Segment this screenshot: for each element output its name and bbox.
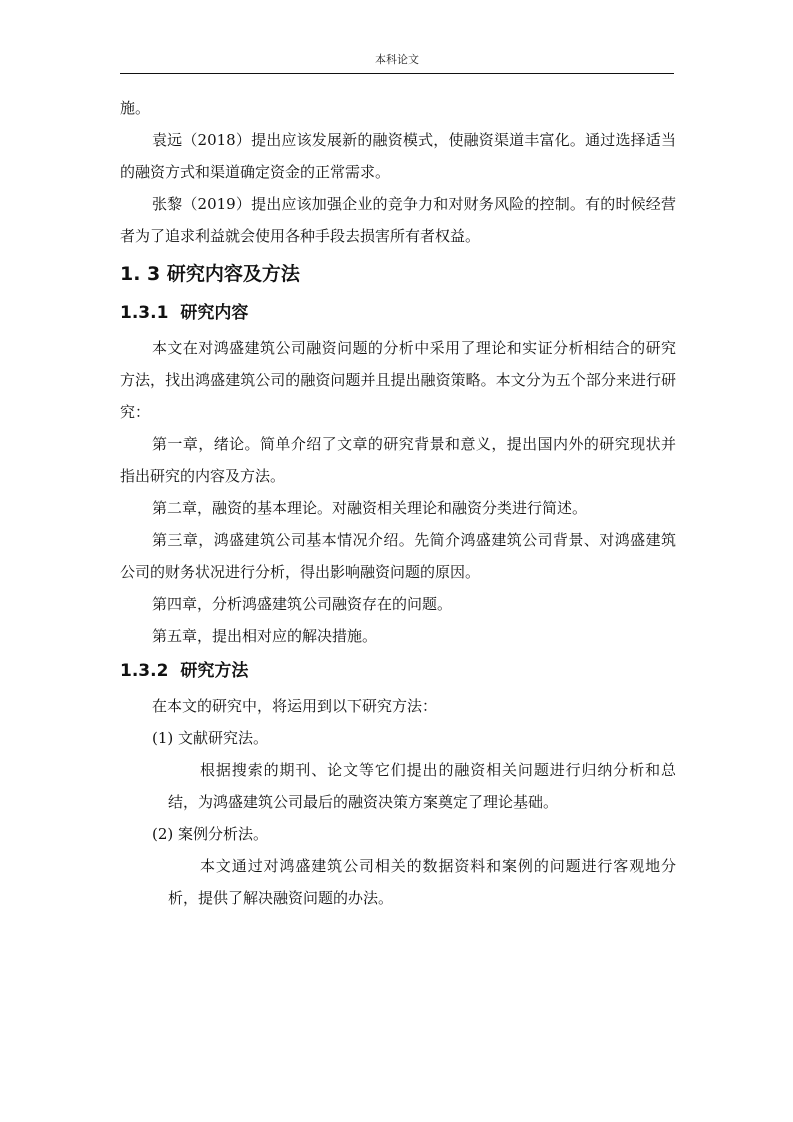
paragraph: 施。 [120,99,151,117]
paragraph: 本文在对鸿盛建筑公司融资问题的分析中采用了理论和实证分析相结合的研究方法，找出鸿盛建筑公司的融资问题并且提出融资策略。本文分为五个部分来进行研究： [120,339,676,421]
section-title: 研究内容 [180,303,249,323]
section-number: 1.3.1 [120,303,169,323]
paragraph: 第四章，分析鸿盛建筑公司融资存在的问题。 [152,595,453,613]
method-label: (1) 文献研究法。 [152,729,269,747]
section-heading-1-3-1 [120,294,676,332]
paragraph: 第一章，绪论。简单介绍了文章的研究背景和意义，提出国内外的研究现状并指出研究的内容及方法。 [120,435,676,485]
section-heading-1-3: 1. 3 研究内容及方法 [120,263,300,285]
page-header: 本科论文 [375,53,419,66]
section-number: 1.3.2 [120,661,169,681]
paragraph: 第二章，融资的基本理论。对融资相关理论和融资分类进行简述。 [152,499,588,517]
paragraph: 第三章，鸿盛建筑公司基本情况介绍。先简介鸿盛建筑公司背景、对鸿盛建筑公司的财务状况进行分析，得出影响融资问题的原因。 [120,531,676,581]
method-text: 根据搜索的期刊、论文等它们提出的融资相关问题进行归纳分析和总结，为鸿盛建筑公司最后的融资决策方案奠定了理论基础。 [168,761,676,811]
section-title: 研究方法 [180,661,249,681]
paragraph: 第五章，提出相对应的解决措施。 [152,627,378,645]
paragraph: 袁远（2018）提出应该发展新的融资模式，使融资渠道丰富化。通过选择适当的融资方式和渠道确定资金的正常需求。 [120,131,676,181]
section-heading-1-3-2 [120,652,676,690]
paragraph: 在本文的研究中，将运用到以下研究方法： [152,697,438,715]
method-text: 本文通过对鸿盛建筑公司相关的数据资料和案例的问题进行客观地分析，提供了解决融资问题的办法。 [168,857,676,907]
header-rule [120,73,674,74]
paragraph: 张黎（2019）提出应该加强企业的竞争力和对财务风险的控制。有的时候经营者为了追求利益就会使用各种手段去损害所有者权益。 [120,195,676,245]
method-label: (2) 案例分析法。 [152,825,269,843]
page-body [120,92,676,914]
